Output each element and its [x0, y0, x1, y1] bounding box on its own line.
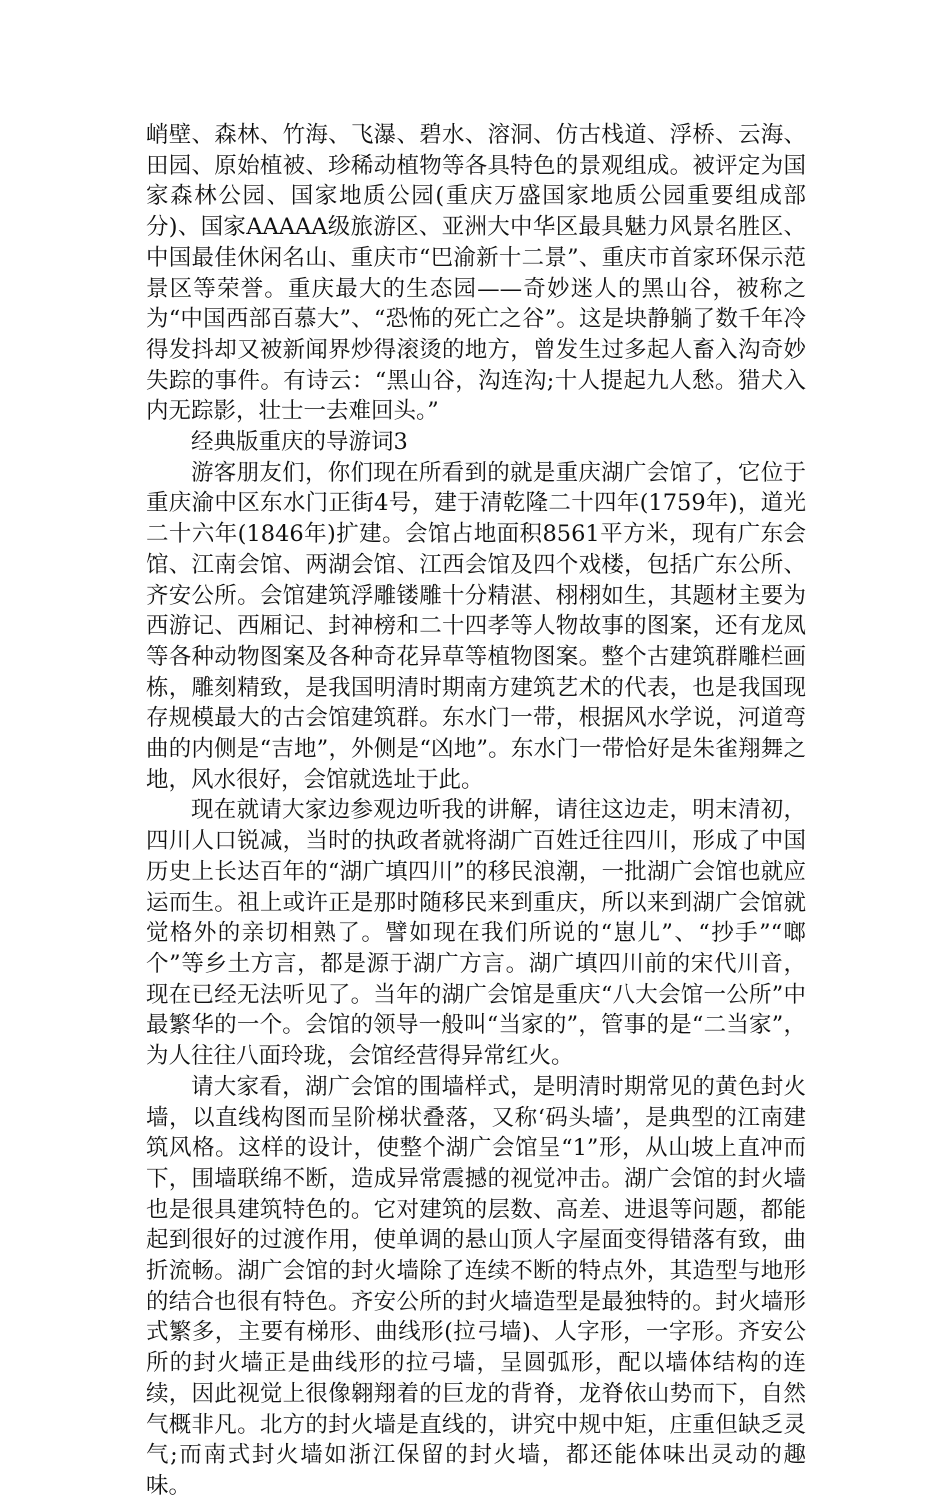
section-heading: 经典版重庆的导游词3 [191, 429, 408, 456]
paragraph-1: 峭壁、森林、竹海、飞瀑、碧水、溶洞、仿古栈道、浮桥、云海、田园、原始植被、珍稀动植物等各具特色的景观组成。被评定为国家森林公园、国家地质公园(重庆万盛国家地质公园重要组成部分)、国家AAAAA级旅游区、亚洲大中华区最具魅力风景名胜区、中国最佳休闲名山、重庆市“巴渝新十二景”、重庆市首家环保示范景区等荣誉。重庆最大的生态园——奇妙迷人的黑山谷，被称之为“中国西部百慕大”、“恐怖的死亡之谷”。这是块静躺了数千年冷得发抖却又被新闻界炒得滚烫的地方，曾发生过多起人畜入沟奇妙失踪的事件。有诗云：“黑山谷，沟连沟;十人提起九人愁。猎犬入内无踪影，壮士一去难回头。” [146, 122, 806, 425]
paragraph-2: 游客朋友们，你们现在所看到的就是重庆湖广会馆了，它位于重庆渝中区东水门正街4号，建于清乾隆二十四年(1759年)，道光二十六年(1846年)扩建。会馆占地面积8561平方米，现有广东会馆、江南会馆、两湖会馆、江西会馆及四个戏楼，包括广东公所、齐安公所。会馆建筑浮雕镂雕十分精湛、栩栩如生，其题材主要为西游记、西厢记、封神榜和二十四孝等人物故事的图案，还有龙凤等各种动物图案及各种奇花异草等植物图案。整个古建筑群雕栏画栋，雕刻精致，是我国明清时期南方建筑艺术的代表，也是我国现存规模最大的古会馆建筑群。东水门一带，根据风水学说，河道弯曲的内侧是“吉地”，外侧是“凶地”。东水门一带恰好是朱雀翔舞之地，风水很好，会馆就选址于此。 [146, 459, 806, 793]
document-body [146, 120, 806, 1502]
paragraph-3: 现在就请大家边参观边听我的讲解，请往这边走，明末清初，四川人口锐减，当时的执政者就将湖广百姓迁往四川，形成了中国历史上长达百年的“湖广填四川”的移民浪潮，一批湖广会馆也就应运而生。祖上或许正是那时随移民来到重庆，所以来到湖广会馆就觉格外的亲切相熟了。譬如现在我们所说的“崽儿”、“抄手”“啷个”等乡土方言，都是源于湖广方言。湖广填四川前的宋代川音，现在已经无法听见了。当年的湖广会馆是重庆“八大会馆一公所”中最繁华的一个。会馆的领导一般叫“当家的”，管事的是“二当家”，为人往往八面玲珑，会馆经营得异常红火。 [146, 797, 806, 1070]
paragraph-4: 请大家看，湖广会馆的围墙样式，是明清时期常见的黄色封火墙，以直线构图而呈阶梯状叠落，又称‘码头墙’，是典型的江南建筑风格。这样的设计，使整个湖广会馆呈“1”形，从山坡上直冲而下，围墙联绵不断，造成异常震撼的视觉冲击。湖广会馆的封火墙也是很具建筑特色的。它对建筑的层数、高差、进退等问题，都能起到很好的过渡作用，使单调的悬山顶人字屋面变得错落有致，曲折流畅。湖广会馆的封火墙除了连续不断的特点外，其造型与地形的结合也很有特色。齐安公所的封火墙造型是最独特的。封火墙形式繁多，主要有梯形、曲线形(拉弓墙)、人字形，一字形。齐安公所的封火墙正是曲线形的拉弓墙，呈圆弧形，配以墙体结构的连续，因此视觉上很像翱翔着的巨龙的背脊，龙脊依山势而下，自然气概非凡。北方的封火墙是直线的，讲究中规中矩，庄重但缺乏灵气;而南式封火墙如浙江保留的封火墙，都还能体味出灵动的趣味。 [146, 1073, 806, 1499]
